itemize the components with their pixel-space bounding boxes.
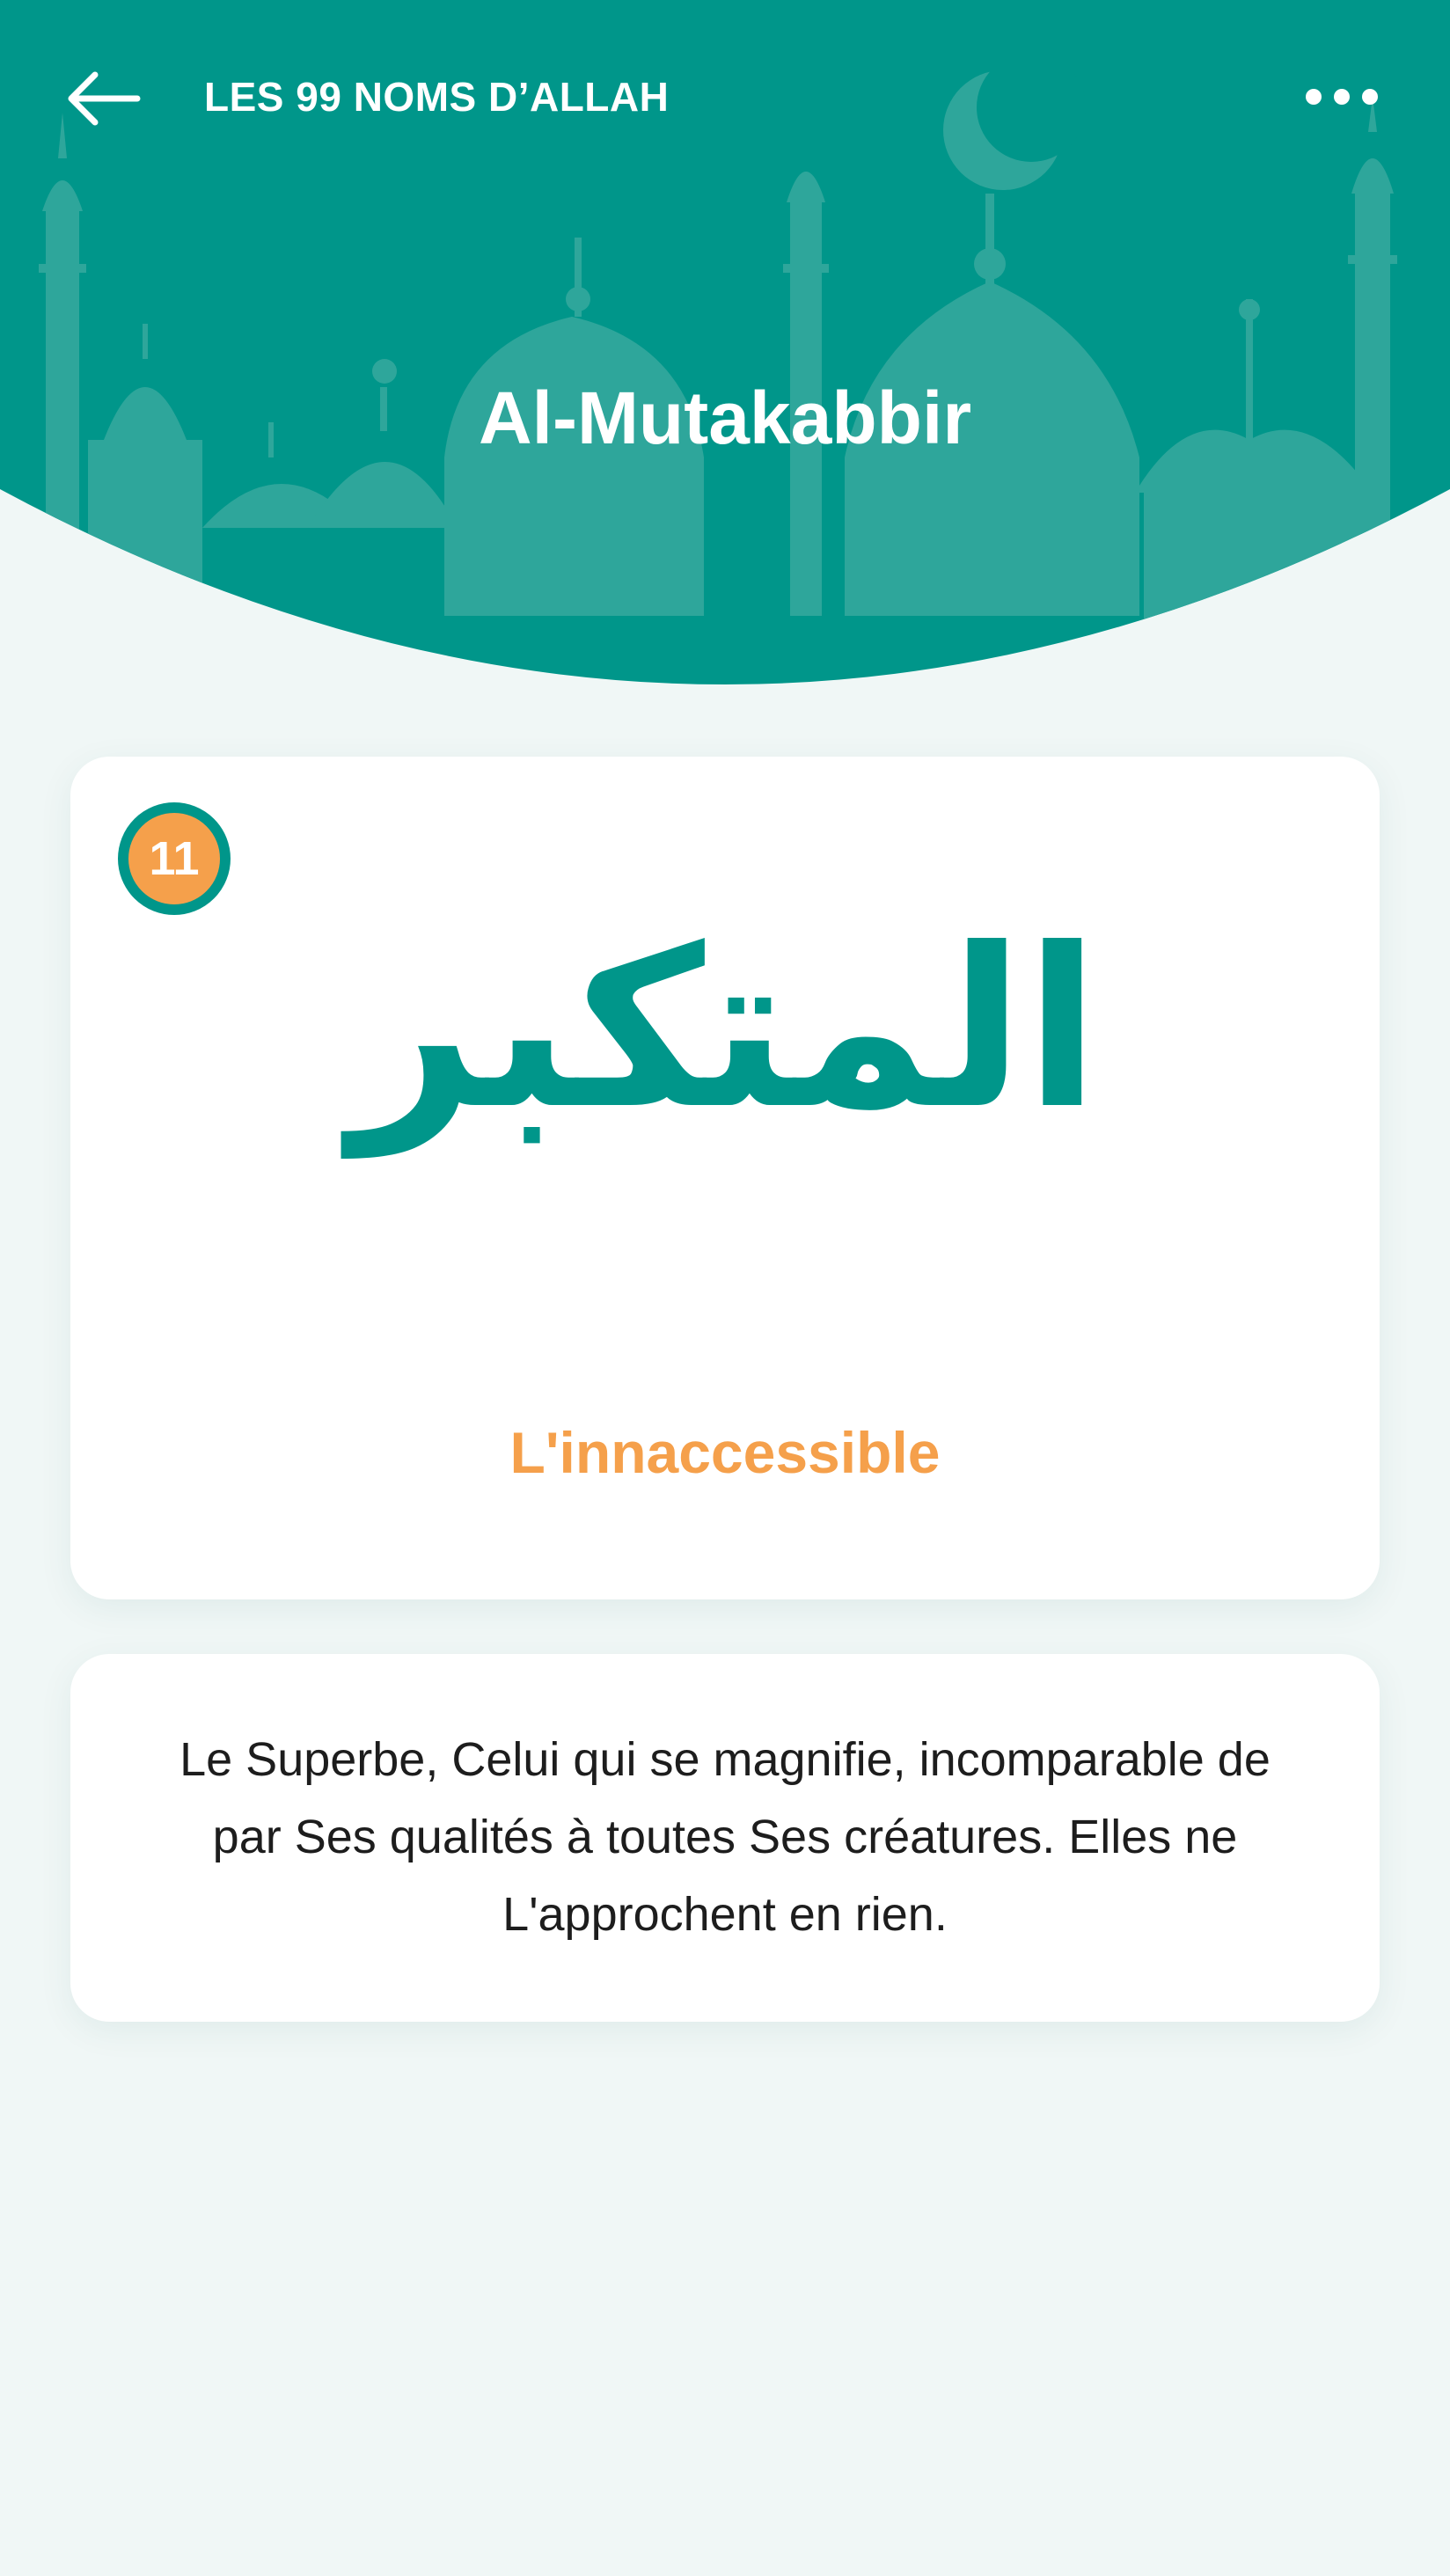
name-card — [70, 757, 1380, 1599]
name-number-badge: 11 — [118, 802, 231, 915]
description-card — [70, 1654, 1380, 2022]
more-horizontal-icon — [1304, 85, 1380, 108]
back-button[interactable] — [55, 55, 151, 143]
app-title: LES 99 NOMS D’ALLAH — [204, 74, 670, 120]
name-description: Le Superbe, Celui qui se magnifie, incomparable de par Ses qualités à toutes Ses créatures. Elles ne L'approchent en rien. — [179, 1733, 1271, 1941]
arrow-left-icon — [65, 70, 141, 128]
arabic-name-calligraphy: المتكبر — [349, 901, 1101, 1157]
more-options-button[interactable] — [1293, 62, 1390, 132]
name-transliteration: Al-Mutakabbir — [478, 377, 972, 459]
name-meaning: L'innaccessible — [509, 1420, 941, 1485]
header — [0, 0, 1450, 686]
